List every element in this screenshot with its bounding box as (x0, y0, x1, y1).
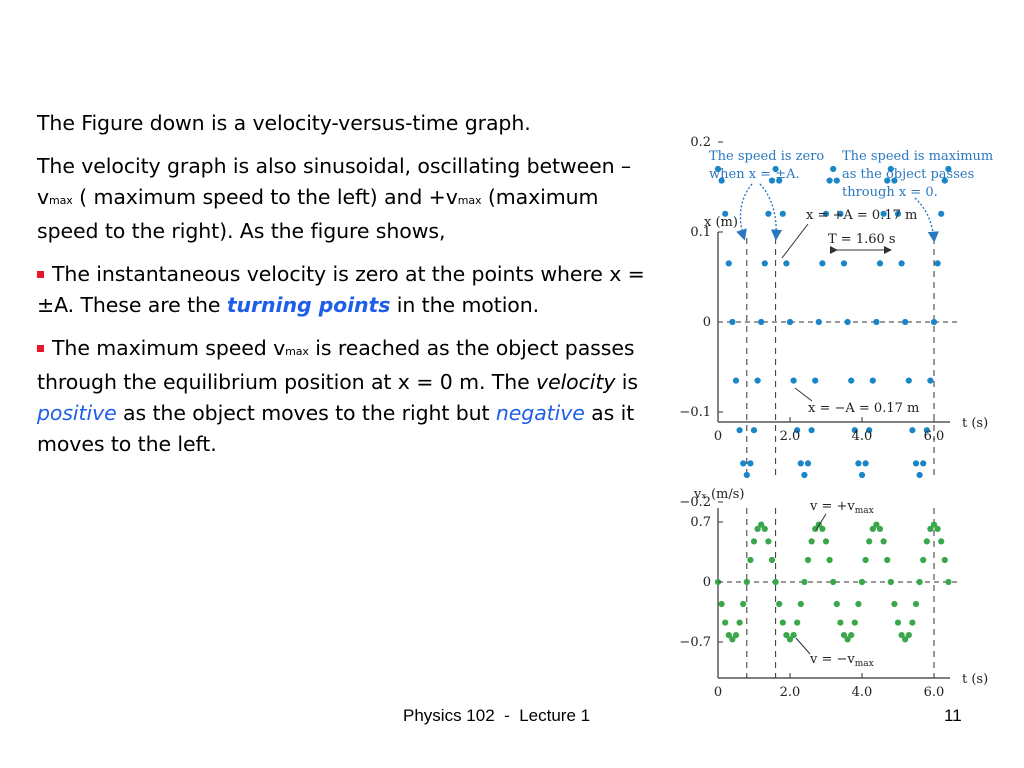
position-y-tick-label: 0 (702, 315, 711, 330)
velocity-data-point (888, 579, 894, 585)
velocity-data-point (805, 557, 811, 563)
position-data-point (927, 378, 933, 384)
position-data-point (740, 460, 746, 466)
velocity-data-point (837, 620, 843, 626)
position-data-point (729, 319, 735, 325)
position-data-point (845, 319, 851, 325)
position-data-point (848, 378, 854, 384)
velocity-data-point (877, 526, 883, 532)
velocity-data-point (733, 632, 739, 638)
velocity-data-point (722, 620, 728, 626)
b1-text-a: The instantaneous velocity is zero at the points where x = ±A. These are the (37, 262, 645, 317)
position-x-tick-label: 6.0 (923, 429, 945, 444)
position-data-point (938, 211, 944, 217)
footer-lecture-title: Physics 102 - Lecture 1 (403, 706, 591, 725)
velocity-data-point (938, 538, 944, 544)
velocity-data-point (801, 579, 807, 585)
position-data-point (751, 427, 757, 433)
p2-text-c: (maximum speed to the right). As the figure shows, (37, 185, 599, 243)
b2-sub-max: max (285, 345, 309, 358)
position-data-point (816, 319, 822, 325)
position-data-point (747, 460, 753, 466)
position-data-point (863, 460, 869, 466)
annotation-period: T = 1.60 s (828, 232, 896, 247)
position-chart (679, 135, 993, 510)
velocity-x-tick-label: 6.0 (923, 685, 945, 700)
velocity-data-point (798, 601, 804, 607)
position-data-point (798, 460, 804, 466)
b2-text-c: is (615, 370, 638, 394)
position-data-point (791, 378, 797, 384)
velocity-x-label: t (s) (962, 672, 989, 687)
vmax-minus-pointer (796, 638, 810, 654)
position-data-point (755, 378, 761, 384)
position-data-point (780, 211, 786, 217)
position-data-point (873, 319, 879, 325)
position-data-point (819, 260, 825, 266)
velocity-data-point (855, 601, 861, 607)
velocity-data-point (823, 538, 829, 544)
position-data-point (855, 460, 861, 466)
annotation-speed-max-line1: The speed is maximum (842, 149, 994, 164)
velocity-data-point (780, 620, 786, 626)
velocity-data-point (848, 632, 854, 638)
position-data-point (737, 427, 743, 433)
velocity-data-point (751, 538, 757, 544)
velocity-data-point (852, 620, 858, 626)
position-x-tick-label: 0 (713, 429, 723, 444)
b2-text-b: is reached as the object passes through the equilibrium position at x = 0 m. The (37, 336, 635, 394)
p2-text-a: The velocity graph is also sinusoidal, oscillating between –v (37, 154, 632, 209)
position-y-label: x (m) (704, 215, 738, 230)
annotation-speed-zero-line2: when x = ±A. (709, 167, 800, 182)
annotation-minus-a: x = −A = 0.17 m (808, 401, 920, 416)
position-data-point (877, 260, 883, 266)
position-data-point (744, 472, 750, 478)
position-y-tick-label: −0.2 (679, 495, 711, 510)
annotation-speed-max-line3: through x = 0. (842, 185, 938, 200)
plus-a-pointer (782, 224, 808, 258)
velocity-data-point (719, 601, 725, 607)
position-data-point (809, 427, 815, 433)
velocity-data-point (819, 526, 825, 532)
annotation-speed-zero-line1: The speed is zero (709, 149, 825, 164)
annotation-vmax-minus: $v = -v_{max}$ (810, 652, 874, 669)
velocity-y-tick-label: 0 (702, 575, 711, 590)
position-data-point (935, 260, 941, 266)
velocity-data-point (909, 620, 915, 626)
velocity-data-point (945, 579, 951, 585)
position-data-point (726, 260, 732, 266)
velocity-data-point (935, 526, 941, 532)
velocity-x-ticks (714, 673, 944, 700)
position-x-label: t (s) (962, 416, 989, 431)
velocity-x-tick-label: 0 (713, 685, 723, 700)
negative-highlight: negative (495, 401, 585, 425)
b2-text-e: as it moves to the left. (37, 401, 635, 456)
turning-points-highlight: turning points (226, 293, 391, 317)
position-y-tick-label: 0.1 (690, 225, 711, 240)
b2-text-a: The maximum speed v (52, 336, 286, 360)
velocity-data-point (776, 601, 782, 607)
position-y-ticks (679, 135, 723, 510)
position-data-point (899, 260, 905, 266)
velocity-y-label: vₓ (m/s) (694, 487, 745, 502)
position-data-point (931, 319, 937, 325)
positive-highlight: positive (37, 401, 117, 425)
position-data-point (765, 211, 771, 217)
velocity-chart (679, 487, 988, 700)
velocity-x-tick-label: 2.0 (779, 685, 801, 700)
velocity-data-point (827, 557, 833, 563)
velocity-data-point (834, 601, 840, 607)
position-data-point (830, 166, 836, 172)
footer-page-number: 11 (944, 706, 962, 725)
position-data-point (913, 460, 919, 466)
velocity-data-point (737, 620, 743, 626)
annotation-arrow-left (740, 184, 752, 238)
velocity-italic: velocity (536, 370, 616, 394)
velocity-data-point (891, 601, 897, 607)
position-data-point (902, 319, 908, 325)
velocity-data-point (863, 557, 869, 563)
position-data-point (870, 378, 876, 384)
annotation-vmax-plus: $v = +v_{max}$ (810, 499, 874, 516)
velocity-x-tick-label: 4.0 (851, 685, 873, 700)
velocity-data-point (859, 579, 865, 585)
position-x-tick-label: 4.0 (851, 429, 873, 444)
velocity-data-point (765, 538, 771, 544)
position-y-tick-label: −0.1 (679, 405, 711, 420)
position-data-point (834, 178, 840, 184)
annotation-speed-max-line2: as the object passes (842, 167, 975, 182)
position-data-point (909, 427, 915, 433)
velocity-data-point (920, 557, 926, 563)
velocity-data-point (917, 579, 923, 585)
intro-text: The Figure down is a velocity-versus-time graph. (37, 111, 531, 135)
velocity-data-point (830, 579, 836, 585)
b1-text-b: in the motion. (390, 293, 540, 317)
position-data-point (827, 178, 833, 184)
minus-a-pointer (795, 388, 812, 401)
velocity-data-point (913, 601, 919, 607)
velocity-data-point (924, 538, 930, 544)
p2-sub-max-2: max (457, 194, 482, 207)
position-data-point (783, 260, 789, 266)
velocity-data-point (762, 526, 768, 532)
velocity-data-point (747, 557, 753, 563)
p2-sub-max-1: max (49, 194, 73, 207)
position-reference-lines (747, 238, 934, 478)
position-data-point (805, 460, 811, 466)
position-y-tick-label: 0.2 (690, 135, 711, 150)
position-data-point (762, 260, 768, 266)
position-data-point (733, 378, 739, 384)
position-data-point (812, 378, 818, 384)
velocity-data-point (866, 538, 872, 544)
velocity-data-point (740, 601, 746, 607)
velocity-data-point (769, 557, 775, 563)
position-data-point (859, 472, 865, 478)
velocity-data-point (881, 538, 887, 544)
velocity-data-point (942, 557, 948, 563)
velocity-data-point (773, 579, 779, 585)
velocity-data-point (809, 538, 815, 544)
velocity-data-point (744, 579, 750, 585)
velocity-data-point (906, 632, 912, 638)
velocity-y-tick-label: −0.7 (679, 635, 711, 650)
p2-text-b: ( maximum speed to the left) and +v (72, 185, 458, 209)
position-data-point (801, 472, 807, 478)
annotation-plus-a: x = +A = 0.17 m (806, 208, 918, 223)
position-x-tick-label: 2.0 (779, 429, 801, 444)
position-data-point (917, 472, 923, 478)
annotation-arrow-right (915, 198, 934, 240)
velocity-data-point (884, 557, 890, 563)
velocity-y-tick-label: 0.7 (690, 515, 711, 530)
position-data-point (841, 260, 847, 266)
position-data-point (906, 378, 912, 384)
position-data-point (787, 319, 793, 325)
b2-text-d: as the object moves to the right but (116, 401, 496, 425)
position-data-point (758, 319, 764, 325)
position-data-point (920, 460, 926, 466)
velocity-data-point (794, 620, 800, 626)
velocity-data-point (895, 620, 901, 626)
velocity-data-point (791, 632, 797, 638)
